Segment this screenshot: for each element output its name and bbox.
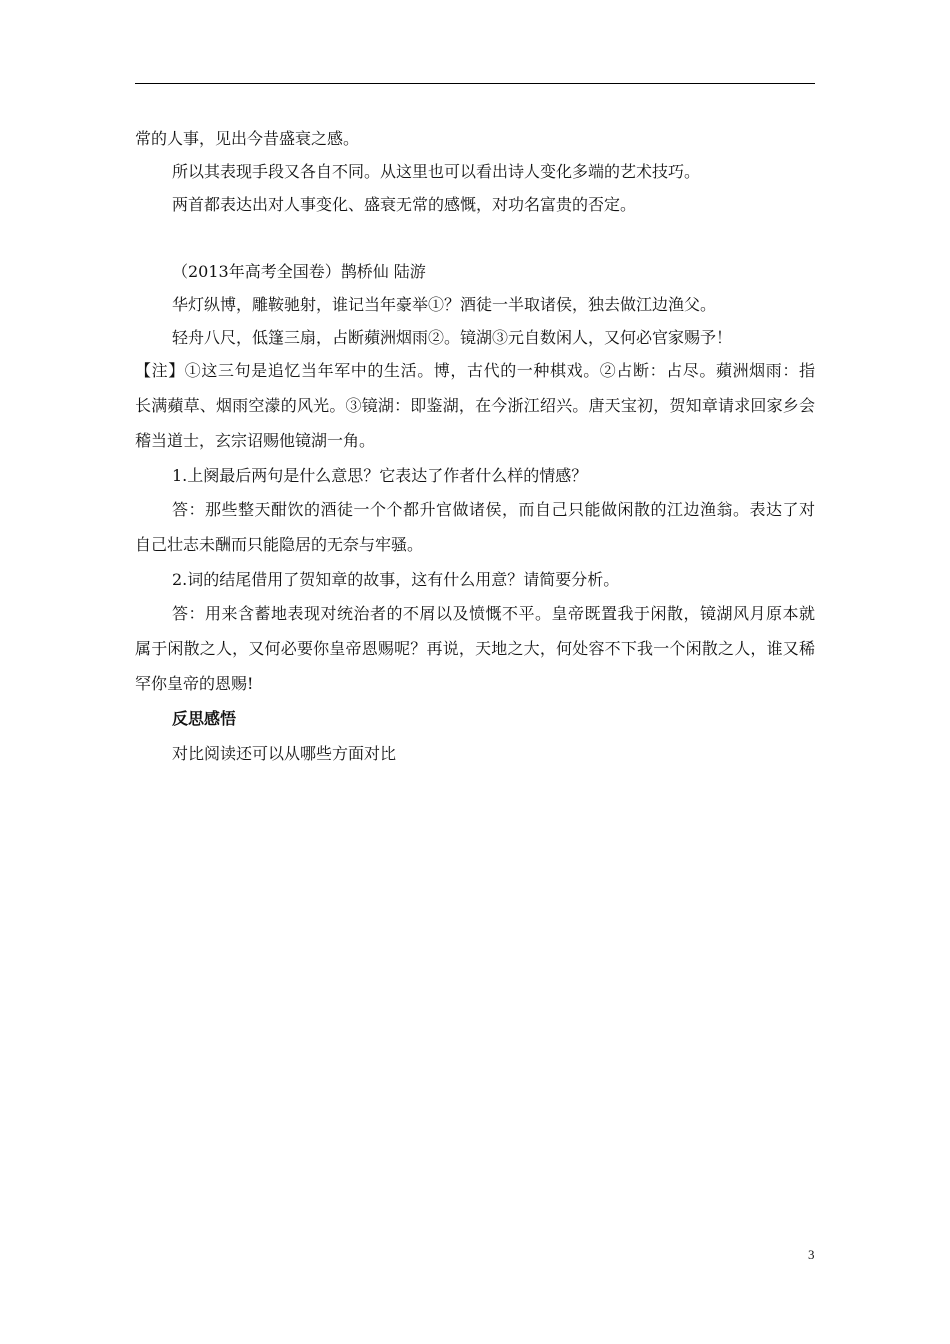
text-line-2: 所以其表现手段又各自不同。从这里也可以看出诗人变化多端的艺术技巧。 (172, 162, 701, 181)
note-line-1: 【注】①这三句是追忆当年军中的生活。博，古代的一种棋戏。②占断：占尽。蘋洲烟雨：指 (135, 361, 815, 380)
poem-source: （2013年高考全国卷）鹊桥仙 陆游 (172, 262, 426, 281)
answer-2-line-3: 罕你皇帝的恩赐! (135, 674, 254, 693)
question-2: 2.词的结尾借用了贺知章的故事，这有什么用意？请简要分析。 (172, 570, 620, 589)
note-line-3: 稽当道士，玄宗诏赐他镜湖一角。 (135, 431, 376, 450)
reflection-text: 对比阅读还可以从哪些方面对比 (172, 744, 397, 763)
note-line-2: 长满蘋草、烟雨空濛的风光。③镜湖：即鉴湖，在今浙江绍兴。唐天宝初，贺知章请求回家乡会 (135, 396, 815, 415)
answer-2-line-1: 答：用来含蓄地表现对统治者的不屑以及愤慨不平。皇帝既置我于闲散，镜湖风月原本就 (172, 604, 815, 623)
answer-2-line-2: 属于闲散之人，又何必要你皇帝恩赐呢？再说，天地之大，何处容不下我一个闲散之人，谁又稀 (135, 639, 815, 658)
page-number: 3 (808, 1247, 815, 1262)
text-line-1: 常的人事，见出今昔盛衰之感。 (135, 129, 360, 148)
section-heading-reflection: 反思感悟 (172, 709, 237, 728)
question-1: 1.上阕最后两句是什么意思？它表达了作者什么样的情感？ (172, 466, 588, 485)
header-rule (135, 83, 815, 84)
text-line-3: 两首都表达出对人事变化、盛衰无常的感慨，对功名富贵的否定。 (172, 195, 637, 214)
answer-1-line-2: 自己壮志未酬而只能隐居的无奈与牢骚。 (135, 535, 424, 554)
answer-1-line-1: 答：那些整天酣饮的酒徒一个个都升官做诸侯，而自己只能做闲散的江边渔翁。表达了对 (172, 500, 815, 519)
poem-line-2: 轻舟八尺，低篷三扇，占断蘋洲烟雨②。镜湖③元自数闲人，又何必官家赐予！ (172, 328, 733, 347)
poem-line-1: 华灯纵博，雕鞍驰射，谁记当年豪举①？酒徒一半取诸侯，独去做江边渔父。 (172, 295, 717, 314)
